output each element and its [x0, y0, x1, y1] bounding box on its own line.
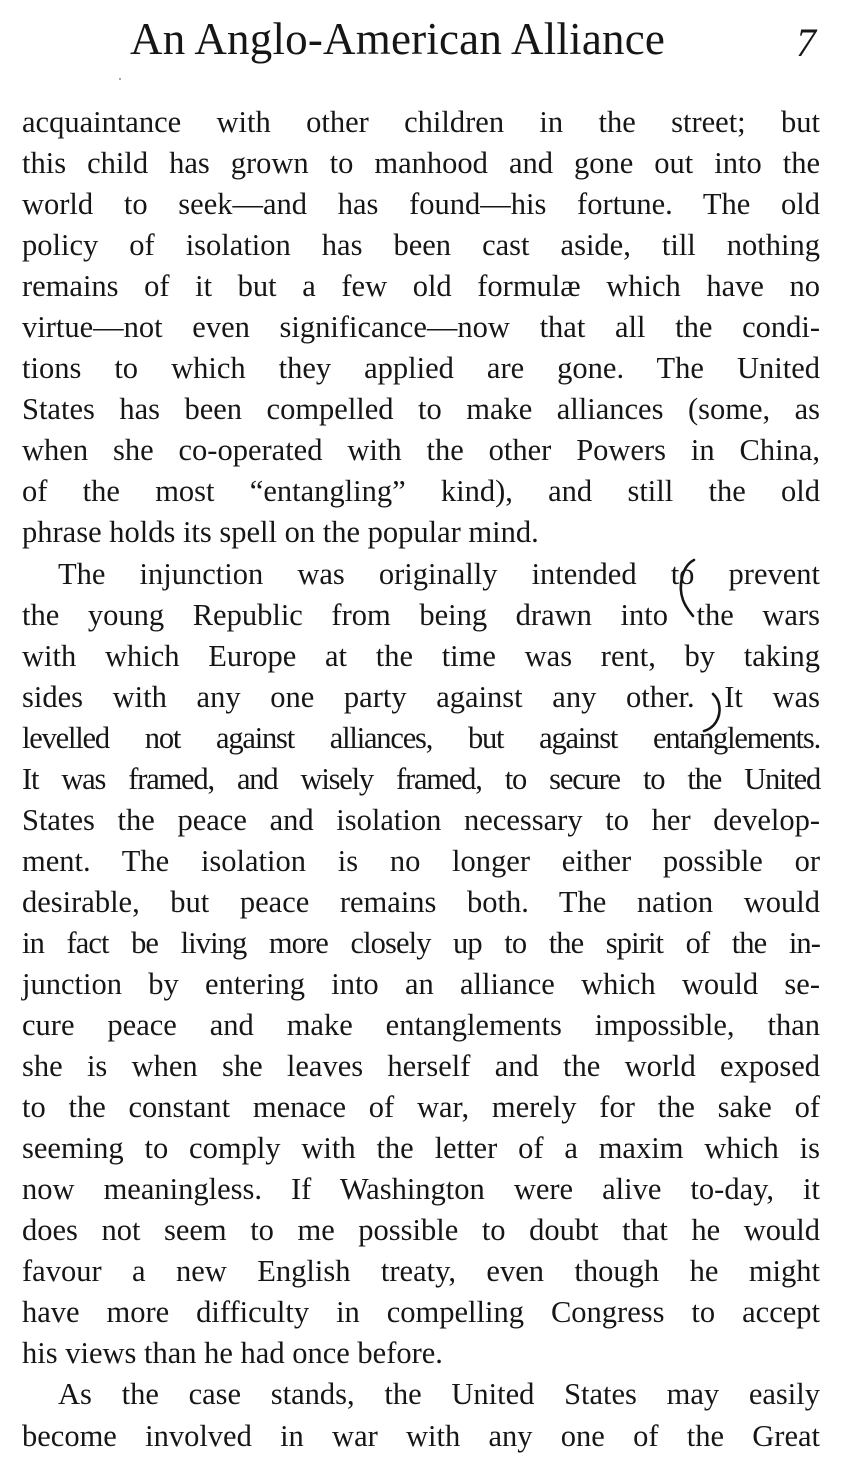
text-line: in fact be living more closely up to the spirit of the in-: [22, 925, 820, 960]
text-line: world to seek—and has found—his fortune. The old: [22, 187, 820, 222]
text-line: seeming to comply with the letter of a maxim which is: [22, 1131, 820, 1166]
text-line: the young Republic from being drawn into the wars: [22, 597, 820, 632]
text-line: ment. The isolation is no longer either possible or: [22, 843, 820, 878]
text-line: tions to which they applied are gone. The United: [22, 351, 820, 386]
print-speck: [119, 78, 121, 80]
text-line: levelled not against alliances, but against entanglements.: [22, 720, 820, 755]
text-line: It was framed, and wisely framed, to secure to the United: [22, 761, 820, 796]
text-line: have more difficulty in compelling Congress to accept: [22, 1295, 820, 1330]
paragraph-first-line: As the case stands, the United States may easily: [58, 1377, 820, 1412]
text-line: now meaningless. If Washington were alive to-day, it: [22, 1172, 820, 1207]
text-line: when she co-operated with the other Powers in China,: [22, 433, 820, 468]
page-number: 7: [796, 20, 816, 65]
text-line: States has been compelled to make alliances (some, as: [22, 392, 820, 427]
text-line: States the peace and isolation necessary to her develop-: [22, 802, 820, 837]
text-line: cure peace and make entanglements impossible, than: [22, 1008, 820, 1043]
text-line: become involved in war with any one of the Great: [22, 1418, 820, 1453]
text-line: policy of isolation has been cast aside, till nothing: [22, 228, 820, 263]
text-line: junction by entering into an alliance which would se-: [22, 966, 820, 1001]
paragraph-first-line: The injunction was originally intended to prevent: [58, 556, 820, 591]
body-text: [22, 102, 820, 1457]
paragraph-last-line: his views than he had once before.: [22, 1336, 443, 1371]
running-head-title: An Anglo-American Alliance: [130, 14, 666, 64]
text-line: with which Europe at the time was rent, by taking: [22, 638, 820, 673]
text-line: remains of it but a few old formulæ which have no: [22, 269, 820, 304]
text-line: desirable, but peace remains both. The nation would: [22, 884, 820, 919]
text-line: acquaintance with other children in the street; but: [22, 105, 820, 139]
text-line: virtue—not even significance—now that all the condi-: [22, 310, 820, 345]
text-line: does not seem to me possible to doubt that he would: [22, 1213, 820, 1248]
text-line: to the constant menace of war, merely for the sake of: [22, 1090, 820, 1125]
text-line: she is when she leaves herself and the world exposed: [22, 1049, 820, 1084]
paragraph-last-line: phrase holds its spell on the popular mind.: [22, 515, 539, 550]
text-line: of the most “entangling” kind), and still the old: [22, 474, 820, 509]
text-line: favour a new English treaty, even though he might: [22, 1254, 820, 1289]
running-head: [0, 8, 860, 70]
text-line: sides with any one party against any other. It was: [22, 679, 820, 714]
text-line: this child has grown to manhood and gone out into the: [22, 146, 820, 181]
